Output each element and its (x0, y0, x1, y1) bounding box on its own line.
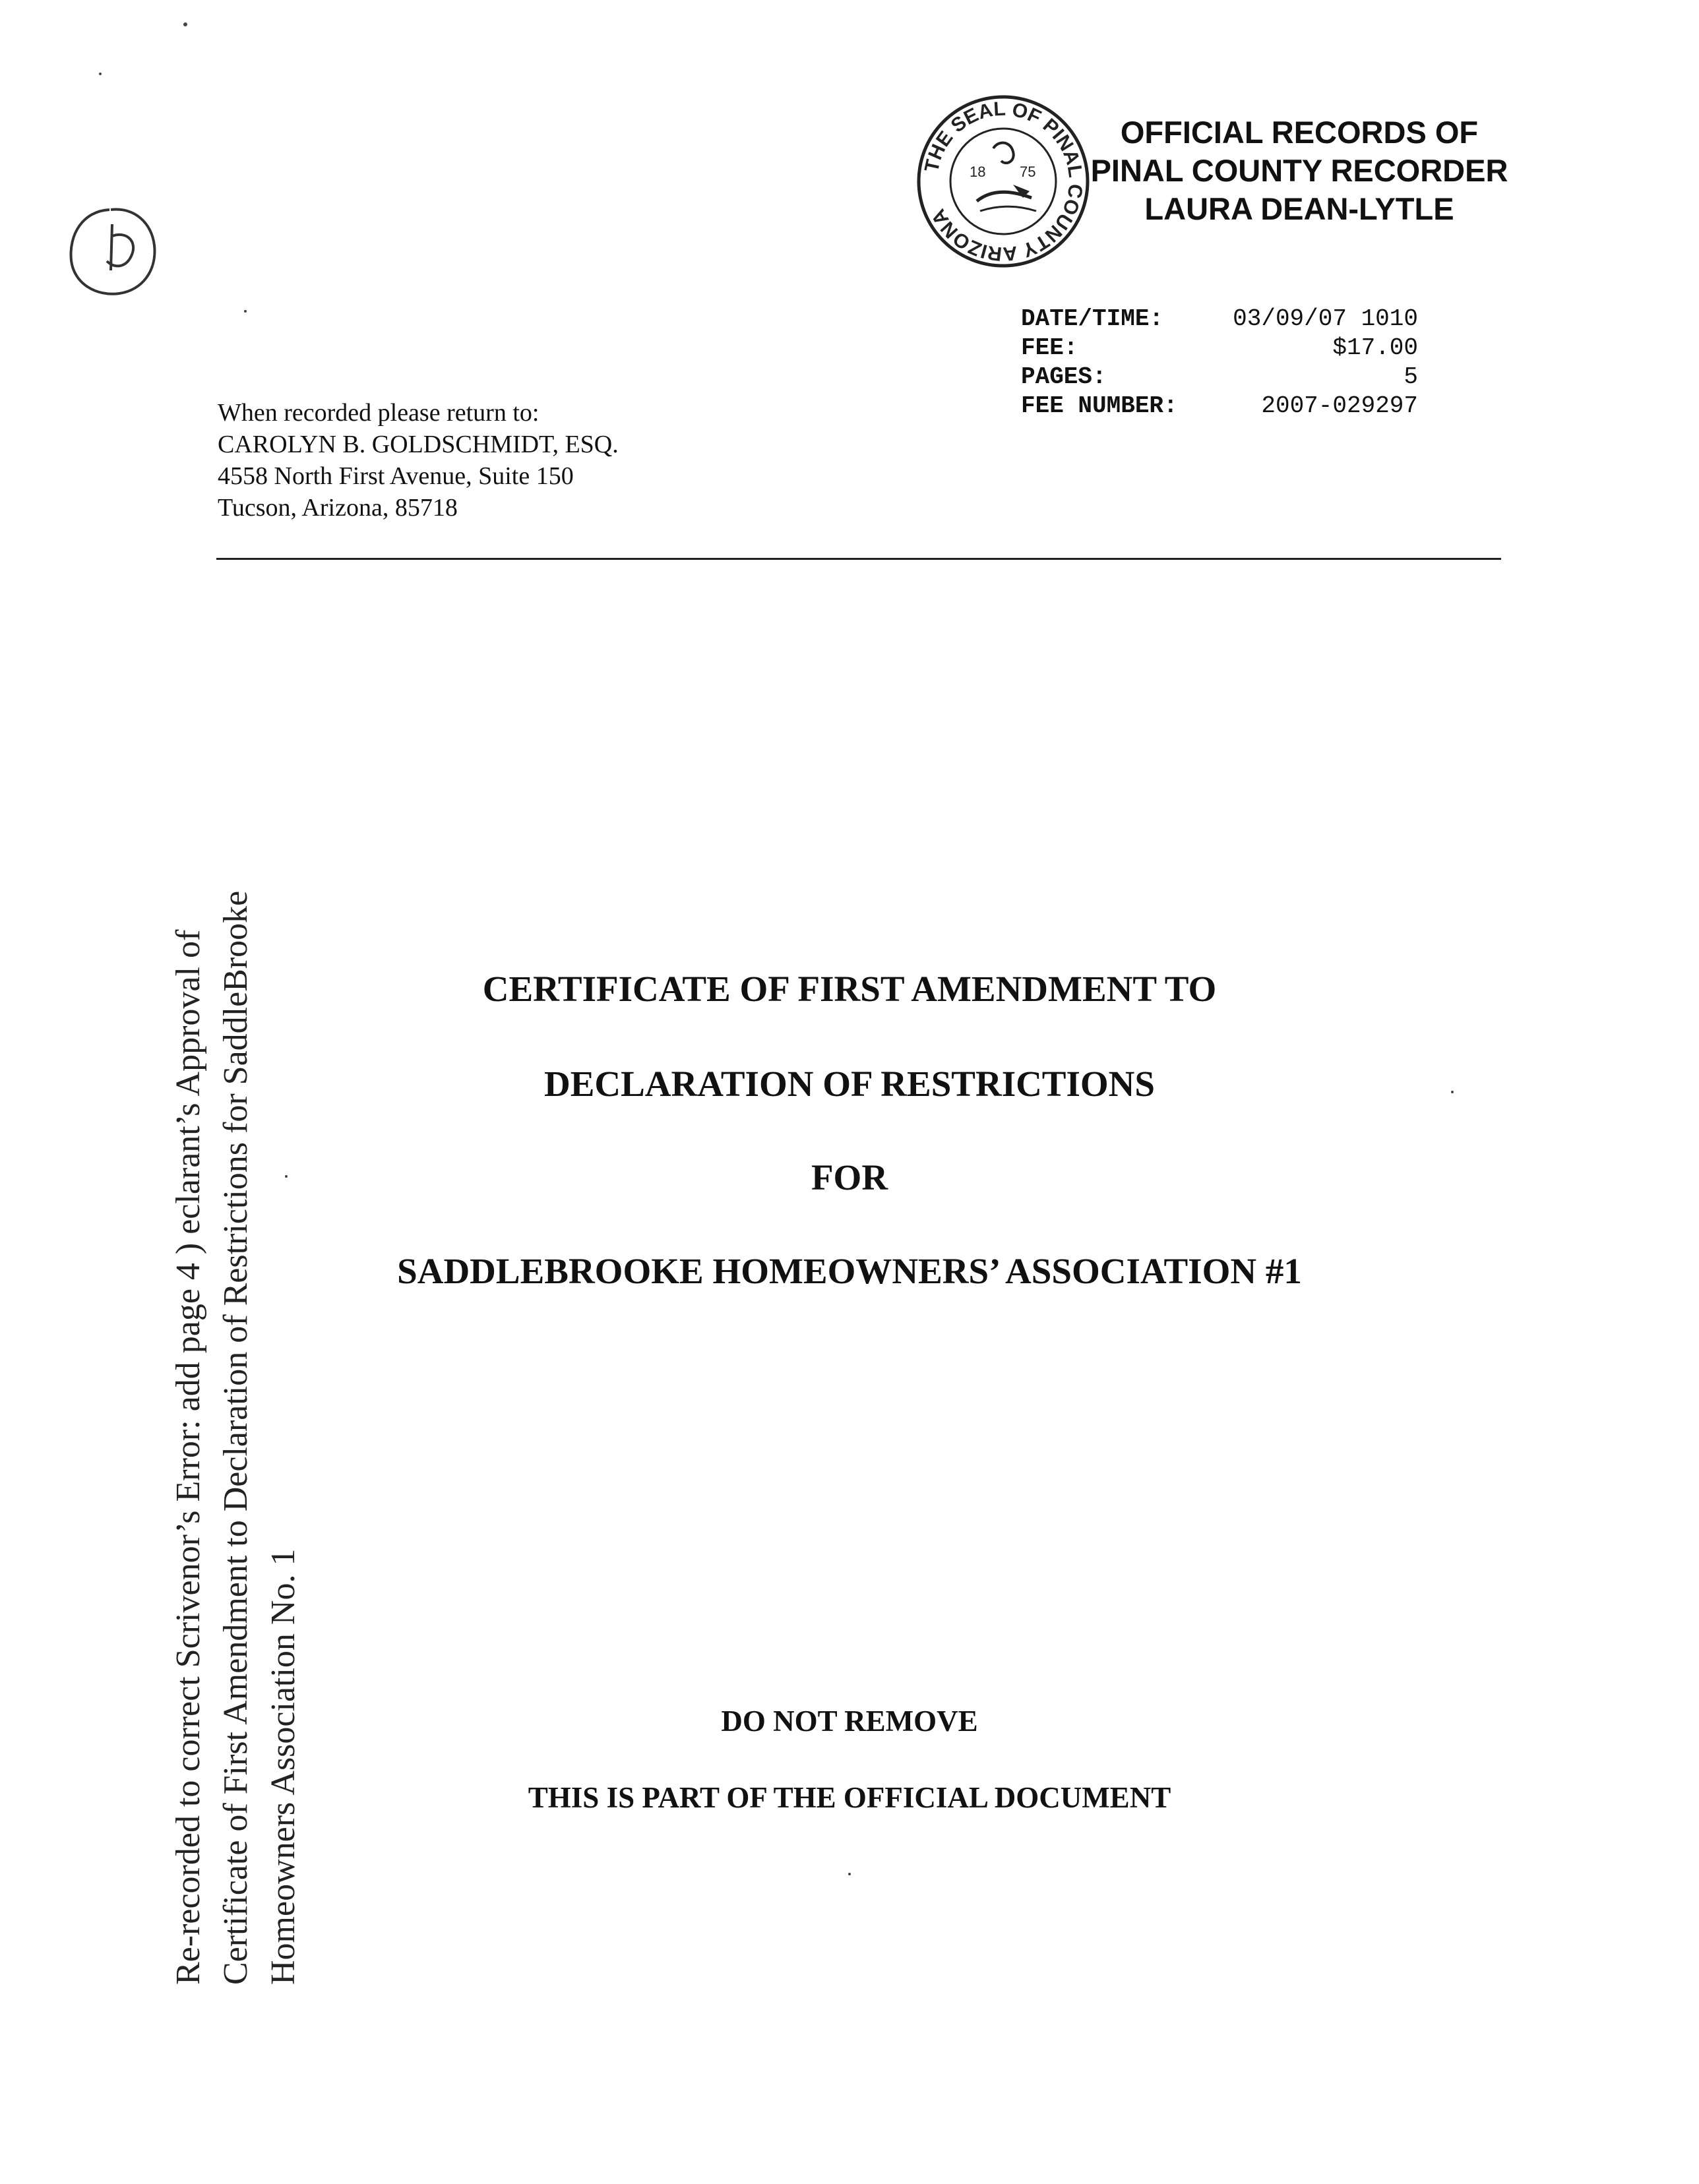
date-time-label: DATE/TIME: (1021, 305, 1164, 332)
scan-speck (99, 73, 102, 75)
fee-value: $17.00 (1332, 334, 1418, 361)
recorder-line: LAURA DEAN-LYTLE (1144, 191, 1454, 226)
return-name: CAROLYN B. GOLDSCHMIDT, ESQ. (218, 431, 619, 458)
circled-number-5-icon (63, 198, 162, 303)
scan-speck (183, 22, 187, 26)
pages-value: 5 (1404, 363, 1418, 390)
svg-text:18: 18 (970, 164, 986, 180)
fee-label: FEE: (1021, 334, 1078, 361)
recorder-line: PINAL COUNTY RECORDER (1090, 153, 1508, 188)
recording-info (1021, 305, 1418, 421)
return-street: 4558 North First Avenue, Suite 150 (218, 462, 574, 490)
notice-line-1: DO NOT REMOVE (721, 1705, 978, 1738)
return-heading: When recorded please return to: (218, 399, 540, 427)
document-title-line-4: SADDLEBROOKE HOMEOWNERS’ ASSOCIATION #1 (397, 1251, 1302, 1291)
document-title-line-1: CERTIFICATE OF FIRST AMENDMENT TO (482, 969, 1217, 1009)
recorder-line: OFFICIAL RECORDS OF (1120, 115, 1479, 150)
fee-row (1021, 334, 1418, 363)
scan-speck (1451, 1091, 1454, 1093)
margin-note-line: Homeowners Association No. 1 (264, 1548, 302, 1985)
margin-rerecord-note (165, 824, 307, 1985)
return-address (218, 397, 619, 524)
scan-speck (848, 1873, 851, 1875)
scan-speck (285, 1175, 288, 1178)
fee-number-row (1021, 392, 1418, 421)
svg-text:75: 75 (1020, 164, 1036, 180)
document-title-line-3: FOR (811, 1157, 888, 1198)
date-time-value: 03/09/07 1010 (1233, 305, 1418, 332)
header-divider (216, 558, 1501, 560)
fee-number-value: 2007-029297 (1261, 392, 1418, 419)
pages-row (1021, 363, 1418, 392)
margin-note-line: Re-recorded to correct Scrivenor’s Error: add page 4 ) eclarant’s Approval of (170, 929, 207, 1985)
document-title-line-2: DECLARATION OF RESTRICTIONS (543, 1064, 1155, 1104)
county-seal-icon (914, 92, 1092, 270)
notice-line-2: THIS IS PART OF THE OFFICIAL DOCUMENT (528, 1781, 1171, 1814)
fee-number-label: FEE NUMBER: (1021, 392, 1178, 419)
scan-speck (244, 310, 247, 313)
recorder-heading (1075, 113, 1524, 228)
margin-note-line: Certificate of First Amendment to Declaration of Restrictions for SaddleBrooke (217, 890, 255, 1985)
svg-text:THE SEAL OF PINAL COUNTY ARIZO: THE SEAL OF PINAL COUNTY ARIZONA (920, 98, 1087, 265)
return-city: Tucson, Arizona, 85718 (218, 494, 458, 522)
date-time-row (1021, 305, 1418, 334)
pages-label: PAGES: (1021, 363, 1107, 390)
